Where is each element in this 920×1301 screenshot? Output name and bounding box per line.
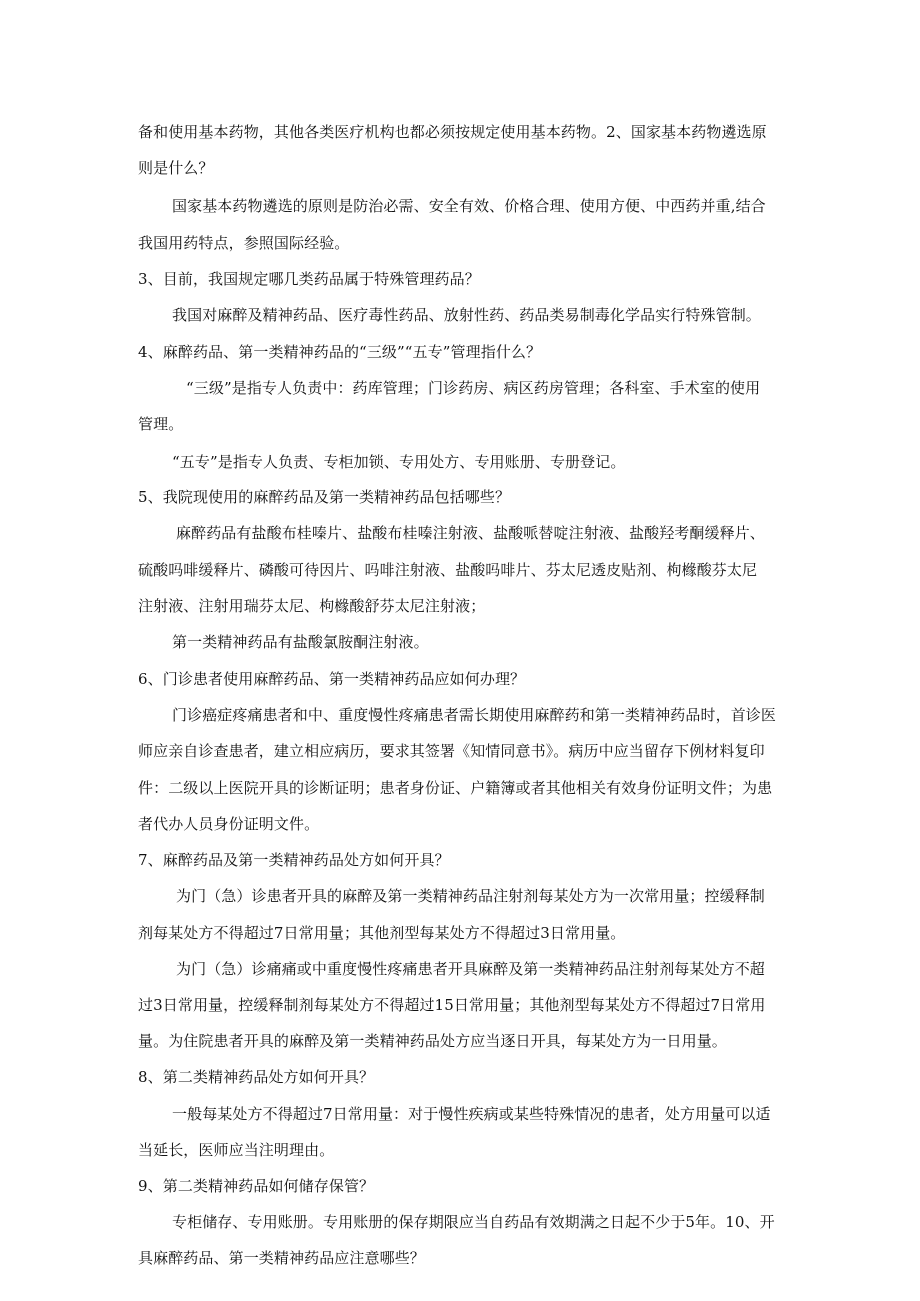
text-line: 专柜储存、专用账册。专用账册的保存期限应当自药品有效期满之日起不少于5年。10、开 xyxy=(172,1213,775,1231)
text-line: 国家基本药物遴选的原则是防治必需、安全有效、价格合理、使用方便、中西药并重,结合 xyxy=(172,197,766,215)
text-line: 剂每某处方不得超过7日常用量；其他剂型每某处方不得超过3日常用量。 xyxy=(138,924,626,942)
question-heading: 9、第二类精神药品如何储存保管？ xyxy=(138,1177,375,1195)
text-line: 注射液、注射用瑞芬太尼、枸橼酸舒芬太尼注射液； xyxy=(138,597,486,615)
text-line: 者代办人员身份证明文件。 xyxy=(138,815,320,833)
text-line: 我国对麻醉及精神药品、医疗毒性药品、放射性药、药品类易制毒化学品实行特殊管制。 xyxy=(172,306,761,324)
question-heading: 4、麻醉药品、第一类精神药品的“三级”“五专”管理指什么？ xyxy=(138,343,542,361)
text-line: 硫酸吗啡缓释片、磷酸可待因片、吗啡注射液、盐酸吗啡片、芬太尼透皮贴剂、枸橼酸芬太尼 xyxy=(138,561,758,579)
text-line: 件：二级以上医院开具的诊断证明；患者身份证、户籍簿或者其他相关有效身份证明文件；为患 xyxy=(138,779,773,797)
question-heading: 7、麻醉药品及第一类精神药品处方如何开具？ xyxy=(138,851,450,869)
text-line: 过3日常用量，控缓释制剂每某处方不得超过15日常用量；其他剂型每某处方不得超过7日常用 xyxy=(138,996,766,1014)
text-line: 为门（急）诊患者开具的麻醉及第一类精神药品注射剂每某处方为一次常用量；控缓释制 xyxy=(176,887,765,905)
text-line: 麻醉药品有盐酸布桂嗪片、盐酸布桂嗪注射液、盐酸哌替啶注射液、盐酸羟考酮缓释片、 xyxy=(176,524,765,542)
text-line: 一般每某处方不得超过7日常用量：对于慢性疾病或某些特殊情况的患者，处方用量可以适 xyxy=(172,1105,771,1123)
question-heading: 8、第二类精神药品处方如何开具？ xyxy=(138,1068,375,1086)
question-heading: 5、我院现使用的麻醉药品及第一类精神药品包括哪些？ xyxy=(138,488,511,506)
text-line: 师应亲自诊查患者，建立相应病历，要求其签署《知情同意书》。病历中应当留存下例材料复印 xyxy=(138,742,765,760)
text-line: 第一类精神药品有盐酸氯胺酮注射液。 xyxy=(172,633,429,651)
text-line: “五专”是指专人负责、专柜加锁、专用处方、专用账册、专册登记。 xyxy=(172,453,626,471)
text-line: 门诊癌症疼痛患者和中、重度慢性疼痛患者需长期使用麻醉药和第一类精神药品时，首诊医 xyxy=(172,706,777,724)
text-line: 我国用药特点，参照国际经验。 xyxy=(138,234,350,252)
question-heading: 6、门诊患者使用麻醉药品、第一类精神药品应如何办理？ xyxy=(138,670,526,688)
text-line: 量。为住院患者开具的麻醉及第一类精神药品处方应当逐日开具，每某处方为一日用量。 xyxy=(138,1032,727,1050)
question-heading: 3、目前，我国规定哪几类药品属于特殊管理药品？ xyxy=(138,270,480,288)
text-line: 则是什么？ xyxy=(138,159,214,177)
text-line: 当延长，医师应当注明理由。 xyxy=(138,1141,335,1159)
text-line: 为门（急）诊痛痛或中重度慢性疼痛患者开具麻醉及第一类精神药品注射剂每某处方不超 xyxy=(176,960,765,978)
text-line: 具麻醉药品、第一类精神药品应注意哪些？ xyxy=(138,1249,425,1267)
text-line: 备和使用基本药物，其他各类医疗机构也都必须按规定使用基本药物。2、国家基本药物遴选原 xyxy=(138,123,767,141)
text-line: 管理。 xyxy=(138,415,184,433)
text-line: “三级”是指专人负责中：药库管理；门诊药房、病区药房管理；各科室、手术室的使用 xyxy=(186,379,761,397)
